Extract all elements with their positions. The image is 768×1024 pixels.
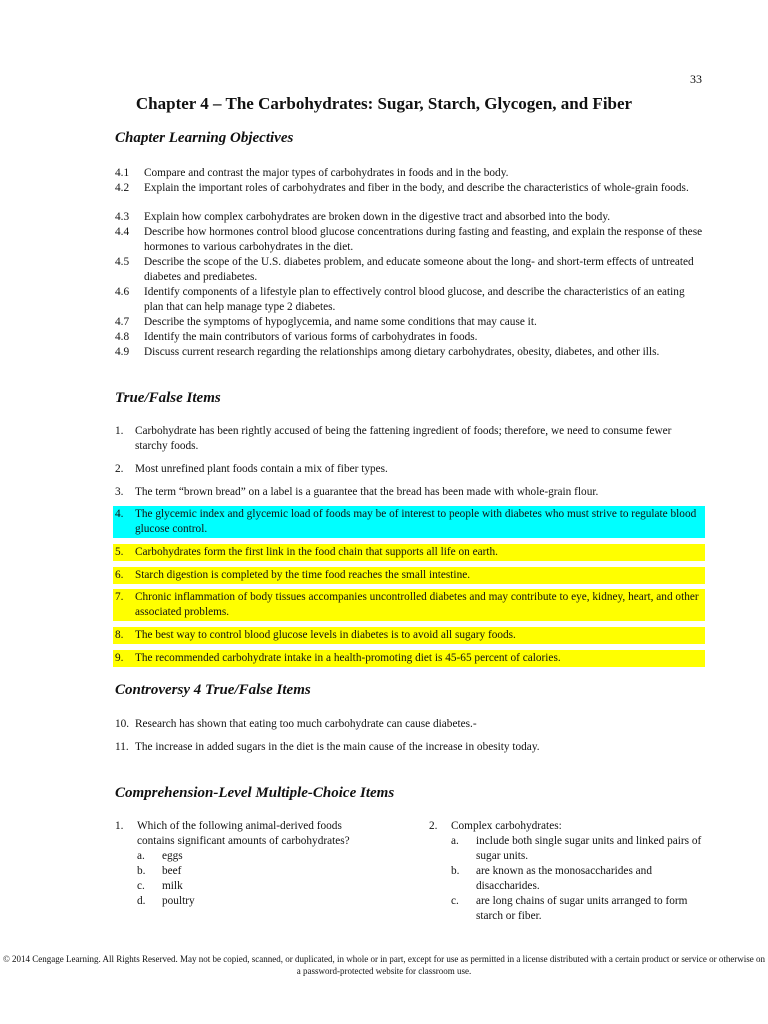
true-false-heading: True/False Items	[115, 390, 221, 406]
mc-option: c. milk	[137, 880, 183, 892]
objective-item: 4.2 Explain the important roles of carbohydrates and fiber in the body, and describe the characteristics of whole-grain foods.	[115, 182, 689, 194]
objective-item: 4.8 Identify the main contributors of various forms of carbohydrates in foods.	[115, 331, 478, 343]
tf-item-highlighted: 6. Starch digestion is completed by the time food reaches the small intestine.	[115, 568, 705, 583]
tf-item: 1. Carbohydrate has been rightly accused of being the fattening ingredient of foods; therefore, we need to consume fewer starchy foods.	[115, 425, 672, 452]
multiple-choice-heading: Comprehension-Level Multiple-Choice Items	[115, 785, 395, 801]
mc-option: b. are known as the monosaccharides and disaccharides.	[451, 865, 652, 892]
mc-option: a. include both single sugar units and linked pairs of sugar units.	[451, 835, 702, 862]
tf-item: 11. The increase in added sugars in the diet is the main cause of the increase in obesity today.	[115, 741, 540, 753]
mc-option: b. beef	[137, 865, 182, 877]
mc-question: 1. Which of the following animal-derived foods contains significant amounts of carbohydrates? a. eggs b. beef c. milk d. poultry	[115, 819, 377, 909]
tf-item: 2. Most unrefined plant foods contain a mix of fiber types.	[115, 463, 388, 475]
mc-option: d. poultry	[137, 895, 195, 907]
tf-item-highlighted: 7. Chronic inflammation of body tissues accompanies uncontrolled diabetes and may contribute to eye, kidney, heart, and other associated problems.	[115, 590, 705, 620]
mc-option: a. eggs	[137, 850, 183, 862]
objective-item: 4.9 Discuss current research regarding the relationships among dietary carbohydrates, obesity, diabetes, and other ills.	[115, 346, 660, 358]
tf-item: 3. The term “brown bread” on a label is a guarantee that the bread has been made with whole-grain flour.	[115, 486, 599, 498]
objectives-heading: Chapter Learning Objectives	[115, 130, 294, 146]
objective-item: 4.7 Describe the symptoms of hypoglycemia, and name some conditions that may cause it.	[115, 316, 537, 328]
mc-option: c. are long chains of sugar units arranged to form starch or fiber.	[451, 895, 688, 922]
objective-item: 4.4 Describe how hormones control blood glucose concentrations during fasting and feasting, and explain the response of these hormones to various carbohydrates in the diet.	[115, 226, 703, 253]
copyright-footer: © 2014 Cengage Learning. All Rights Reserved. May not be copied, scanned, or duplicated, in whole or in part, except for use as permitted in a license distributed with a certain product or service or otherwise on a password-protected website for classroom use.	[2, 954, 766, 976]
objective-item: 4.3 Explain how complex carbohydrates are broken down in the digestive tract and absorbed into the body.	[115, 211, 611, 223]
controversy-heading: Controversy 4 True/False Items	[115, 682, 311, 698]
objective-item: 4.6 Identify components of a lifestyle plan to effectively control blood glucose, and describe the characteristics of an eating plan that can help manage type 2 diabetes.	[115, 286, 685, 313]
chapter-title: Chapter 4 – The Carbohydrates: Sugar, Starch, Glycogen, and Fiber	[135, 94, 633, 113]
mc-question: 2. Complex carbohydrates: a. include both single sugar units and linked pairs of sugar units. b. are known as the monosaccharides and disaccharides. c. are long chains of sugar units arranged to form starch or fiber.	[429, 819, 705, 924]
page-number: 33	[690, 72, 702, 86]
tf-item-highlighted: 4. The glycemic index and glycemic load of foods may be of interest to people with diabetes who must strive to regulate blood glucose control.	[115, 507, 705, 537]
tf-item-highlighted: 9. The recommended carbohydrate intake in a health-promoting diet is 45-65 percent of calories.	[115, 651, 705, 666]
objective-item: 4.5 Describe the scope of the U.S. diabetes problem, and educate someone about the long- and short-term effects of untreated diabetes and prediabetes.	[115, 256, 694, 283]
tf-item-highlighted: 5. Carbohydrates form the first link in the food chain that supports all life on earth.	[115, 545, 705, 560]
tf-item-highlighted: 8. The best way to control blood glucose levels in diabetes is to avoid all sugary foods.	[115, 628, 705, 643]
tf-item: 10. Research has shown that eating too much carbohydrate can cause diabetes.-	[115, 718, 477, 730]
objective-item: 4.1 Compare and contrast the major types of carbohydrates in foods and in the body.	[115, 167, 509, 179]
